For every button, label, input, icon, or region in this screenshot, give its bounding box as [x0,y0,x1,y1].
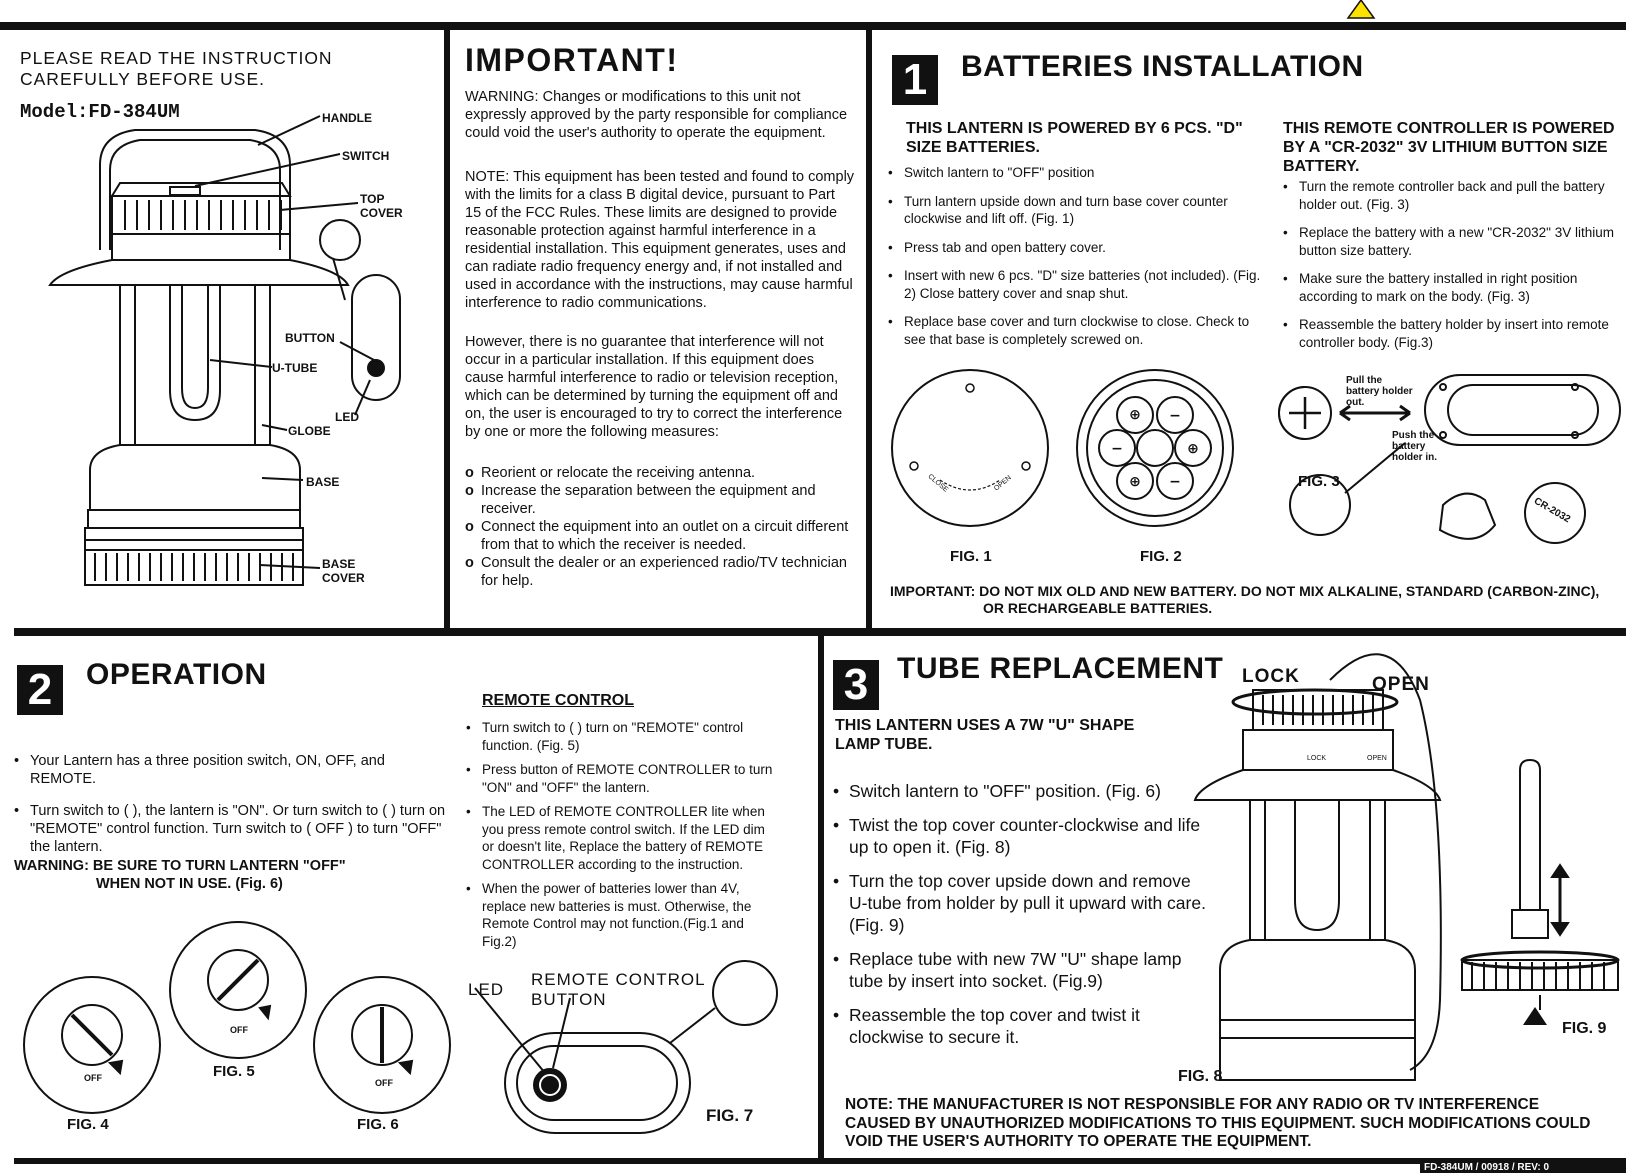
section-2-title: OPERATION [86,658,267,691]
tube-open-label: OPEN [1372,674,1430,695]
lantern-battery-heading: THIS LANTERN IS POWERED BY 6 PCS. "D" SIZE BATTERIES. [906,120,1243,156]
important-title: IMPORTANT! [465,42,679,78]
tube-step-item: • Turn the top cover upside down and remove U-tube from holder by pull it upward with care. (Fig. 9) [833,870,1213,936]
step-item: • Switch lantern to "OFF" position [888,164,1270,182]
tube-note: NOTE: THE MANUFACTURER IS NOT RESPONSIBLE FOR ANY RADIO OR TV INTERFERENCE CAUSED BY UNAUTHORIZED MODIFICATIONS TO THIS EQUIPMENT. SUCH MODIFICATIONS COULD VOID THE USER'S AUTHORITY TO OPERATE THE EQUIPMENT. [845,1096,1591,1150]
section-1-title: BATTERIES INSTALLATION [961,50,1364,83]
tube-step-item: • Switch lantern to "OFF" position. (Fig. 6) [833,780,1213,802]
important-note: NOTE: This equipment has been tested and found to comply with the limits for a class B digital device, pursuant to Part 15 of the FCC Rules. These limits are designed to provide reasonable protection against harmful interference in a residential installation. This equipment generates, uses and can radiate radio frequency energy and, if not installed and used in accordance with the instructions, may cause harmful interference to radio communications. [465,169,855,311]
tube-step-item: • Twist the top cover counter-clockwise and life up to open it. (Fig. 8) [833,814,1213,858]
remote-step-item: • When the power of batteries lower than 4V, replace new batteries is must. Otherwise, the Remote Control may not function.(Fig.1 and Fig.2) [466,880,778,950]
svg-text:−: − [1111,441,1123,457]
fig7-label: FIG. 7 [706,1106,754,1125]
remote-control-steps [466,719,778,957]
label-top-cover: TOP COVER [360,192,403,220]
fig9-arrow [1520,1005,1550,1035]
label-base-cover: BASE COVER [322,557,365,585]
section-3-number: 3 [833,660,879,710]
fig3-push-label: Push the battery holder in. [1392,430,1437,463]
operation-item: • Turn switch to ( ), the lantern is "ON". Or turn switch to ( ) turn on "REMOTE" control function. Turn switch to ( OFF ) to turn "OFF" the lantern. [14,802,454,856]
fig7-remote-button-label: REMOTE CONTROL BUTTON [531,970,705,1009]
fig3-pull-label: Pull the battery holder out. [1346,375,1413,408]
fig3-label: FIG. 3 [1298,473,1340,490]
important-however: However, there is no guarantee that interference will not occur in a particular installation. If this equipment does cause harmful interference to radio or television reception, which can be determined by turning the equipment off and on, the user is encouraged to try to correct the interference by one or more the following measures: [465,334,843,440]
step-item: • Replace base cover and turn clockwise to close. Check to see that base is completely screwed on. [888,313,1270,348]
fig1-base-cover-diagram [890,368,1050,528]
fig2-label: FIG. 2 [1140,548,1182,565]
label-led: LED [335,410,359,424]
section-2-number: 2 [17,665,63,715]
remote-battery-heading: THIS REMOTE CONTROLLER IS POWERED BY A "CR-2032" 3V LITHIUM BUTTON SIZE BATTERY. [1283,120,1615,175]
battery-important-line1: IMPORTANT: DO NOT MIX OLD AND NEW BATTERY. DO NOT MIX ALKALINE, STANDARD (CARBON-ZINC), [890,583,1600,599]
step-item: • Make sure the battery installed in right position according to mark on the body. (Fig. 3) [1283,270,1623,305]
operation-warning-line2: WHEN NOT IN USE. (Fig. 6) [96,876,283,892]
measure-item: o Increase the separation between the equipment and receiver. [465,482,850,518]
remote-step-item: • The LED of REMOTE CONTROLLER lite when you press remote control switch. If the LED dim or doesn't lite, Replace the battery of REMOTE CONTROLLER according to the instruction. [466,803,778,873]
bottom-rule [14,1158,1626,1164]
fig8-open-small-label: OPEN [1367,755,1387,762]
operation-bullets [14,752,454,867]
fig9-label: FIG. 9 [1562,1020,1607,1037]
fig8-label: FIG. 8 [1178,1068,1223,1085]
fig1-label: FIG. 1 [950,548,992,565]
label-u-tube: U-TUBE [272,361,318,375]
open-connector-curve [1330,640,1470,1080]
tube-lock-label: LOCK [1242,666,1300,687]
measure-item: o Reorient or relocate the receiving antenna. [465,464,850,482]
label-switch: SWITCH [342,149,390,163]
divider-3 [818,636,824,1158]
tube-step-item: • Replace tube with new 7W "U" shape lamp tube by insert into socket. (Fig.9) [833,948,1213,992]
divider-1 [444,30,450,628]
fig1-open-label: OPEN [993,474,1013,493]
section-1-number: 1 [892,55,938,105]
svg-text:⊕: ⊕ [1129,474,1141,490]
fig4-off-label: OFF [84,1073,102,1083]
fig2-battery-compartment-diagram [1075,368,1235,528]
step-item: • Turn lantern upside down and turn base cover counter clockwise and lift off. (Fig. 1) [888,193,1270,228]
label-button: BUTTON [285,331,335,345]
svg-text:−: − [1169,408,1181,424]
divider-2 [866,30,872,628]
fig4-switch-diagram [22,975,162,1115]
tube-step-item: • Reassemble the top cover and twist it clockwise to secure it. [833,1004,1213,1048]
fig3-remote-battery-diagram [1265,375,1625,565]
fig7-led-label: LED [468,980,505,999]
lantern-diagram [0,0,440,628]
lantern-battery-steps [888,164,1270,359]
section-3-title: TUBE REPLACEMENT [897,652,1224,685]
intro-instruction: PLEASE READ THE INSTRUCTION CAREFULLY BEFORE USE. [20,48,333,89]
svg-text:⊕: ⊕ [1129,407,1141,423]
model-number: Model:FD-384UM [20,101,180,123]
label-base: BASE [306,475,340,489]
warning-triangle-icon [1346,0,1376,20]
label-globe: GLOBE [288,424,331,438]
operation-item: • Your Lantern has a three position switch, ON, OFF, and REMOTE. [14,752,454,788]
fig5-switch-diagram [168,920,308,1060]
fig6-switch-diagram [312,975,452,1115]
fig8-lock-small-label: LOCK [1307,755,1327,762]
battery-important-line2: OR RECHARGEABLE BATTERIES. [983,600,1213,616]
cr2032-label: CR-2032 [1531,495,1573,526]
remote-step-item: • Press button of REMOTE CONTROLLER to turn "ON" and "OFF" the lantern. [466,761,778,796]
remote-step-item: • Turn switch to ( ) turn on "REMOTE" control function. (Fig. 5) [466,719,778,754]
svg-text:⊕: ⊕ [1187,441,1199,457]
fig9-tube-diagram [1460,770,1620,1010]
fig6-label: FIG. 6 [357,1116,399,1133]
step-item: • Press tab and open battery cover. [888,239,1270,257]
step-item: • Replace the battery with a new "CR-2032" 3V lithium button size battery. [1283,224,1623,259]
fig6-off-label: OFF [375,1078,393,1088]
fig5-label: FIG. 5 [213,1063,255,1080]
label-handle: HANDLE [322,111,372,125]
tube-steps [833,780,1213,1059]
important-measures [465,464,850,590]
measure-item: o Consult the dealer or an experienced radio/TV technician for help. [465,554,850,590]
tube-subheading: THIS LANTERN USES A 7W "U" SHAPE LAMP TUBE. [835,717,1135,753]
remote-battery-steps [1283,178,1623,362]
svg-text:−: − [1169,474,1181,490]
important-warning: WARNING: Changes or modifications to this unit not expressly approved by the party responsible for compliance could void the user's authority to operate the equipment. [465,89,848,141]
step-item: • Insert with new 6 pcs. "D" size batteries (not included). (Fig. 2) Close battery cover and snap shut. [888,267,1270,302]
remote-control-title: REMOTE CONTROL [482,692,634,709]
fig5-off-label: OFF [230,1025,248,1035]
step-item: • Reassemble the battery holder by insert into remote controller body. (Fig.3) [1283,316,1623,351]
step-item: • Turn the remote controller back and pull the battery holder out. (Fig. 3) [1283,178,1623,213]
middle-rule [14,628,1626,636]
footer-code: FD-384UM / 00918 / REV: 0 [1424,1162,1550,1173]
fig4-label: FIG. 4 [67,1116,109,1133]
operation-warning-line1: WARNING: BE SURE TO TURN LANTERN "OFF" [14,858,346,874]
fig1-close-label: CLOSE [926,473,950,494]
measure-item: o Connect the equipment into an outlet on a circuit different from that to which the receiver is needed. [465,518,850,554]
